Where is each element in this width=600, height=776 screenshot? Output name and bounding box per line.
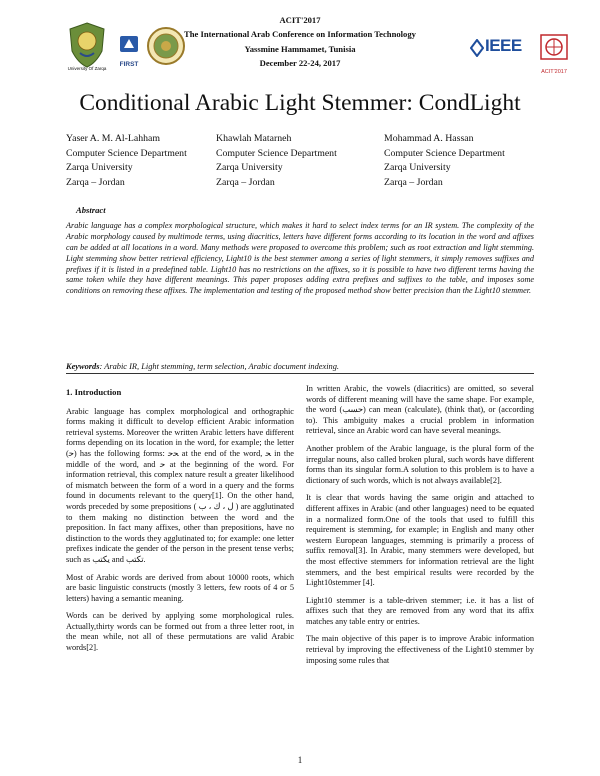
acit-logo xyxy=(538,34,570,76)
zarqa-caption: University Of Zarqa xyxy=(67,66,107,71)
author-city: Zarqa – Jordan xyxy=(66,176,125,188)
abstract-section xyxy=(66,205,534,297)
keywords-line xyxy=(66,362,534,374)
conference-full-name: The International Arab Conference on Information Technology xyxy=(184,29,416,40)
ieee-label: IEEE xyxy=(485,36,522,55)
ieee-logo xyxy=(470,36,530,57)
first-logo xyxy=(116,34,142,68)
conference-header xyxy=(0,0,600,86)
page-number: 1 xyxy=(297,755,303,765)
right-column xyxy=(306,384,534,673)
conference-short-name: ACIT'2017 xyxy=(279,15,321,25)
author-block xyxy=(216,132,337,190)
author-university: Zarqa University xyxy=(384,162,451,174)
author-university: Zarqa University xyxy=(66,162,133,174)
body-paragraph: The main objective of this paper is to improve Arabic information retrieval by improving the effectiveness of the Light10 stemmer by imposing some rules that xyxy=(306,634,534,665)
author-city: Zarqa – Jordan xyxy=(384,176,443,188)
author-university: Zarqa University xyxy=(216,162,283,174)
first-label: FIRST xyxy=(119,61,139,68)
body-paragraph: Another problem of the Arabic language, is the plural form of the irregular nouns, also called broken plural, such words have different forms than its singular form.A solution to this problem is to have a dictionary of such words, which is not always available[2]. xyxy=(306,443,534,485)
body-paragraph: Light10 stemmer is a table-driven stemmer; i.e. it has a list of affixes such that they are removed from any word that its affix matches any table entry or entries. xyxy=(306,595,534,626)
keywords-label: Keywords xyxy=(66,362,100,371)
keywords-text: : Arabic IR, Light stemming, term selection, Arabic document indexing. xyxy=(99,362,340,371)
paper-title: Conditional Arabic Light Stemmer: CondLight xyxy=(79,90,521,116)
author-block xyxy=(384,132,505,190)
abstract-heading: Abstract xyxy=(76,205,106,215)
author-name: Yaser A. M. Al-Lahham xyxy=(66,133,160,144)
section-heading-introduction: 1. Introduction xyxy=(66,387,122,397)
author-name: Mohammad A. Hassan xyxy=(384,133,474,144)
body-paragraph: It is clear that words having the same origin and attached to different affixes in Arabic (and other languages) need to be equated in a normalized form.One of the tools that used to fulfill this requirement is stemming, for example; in English and many other western European languages, stemming is primarily a process of suffix removal[3]. In Arabic, many stemmers were developed, but the most effective stemmers for information retrieval are the light stemmers, and the best empirical results were recorded by the Light10stemmer [4]. xyxy=(306,493,534,588)
zarqa-university-logo xyxy=(66,21,108,69)
body-paragraph: Most of Arabic words are derived from about 10000 roots, which are basic linguistic constructs (mostly 3 letters, few roots of 4 or 5 letters) having a semantic meaning. xyxy=(66,572,294,603)
body-paragraph: Words can be derived by applying some morphological rules. Actually,thirty words can be formed out from a three letter root, in the mean while, not all of these permutations are valid Arabic words[2]. xyxy=(66,611,294,653)
abstract-text: Arabic language has a complex morphological structure, which makes it hard to select index terms for an IR system. The complexity of the Arabic morphology caused by multimode terms, using diacritics, letters have different forms according to its location in the word and affixes can be added at all locations in a word. Many methods were proposed to overcome this problem; such as root extraction and light stemming. Light stemming show better retrieval efficiency, Light10 is the best stemmer among a series of light stemmers, it simply removes suffixes and prefixes if it is listed in a predefined table. Light10 has no restrictions on the affixes, so it is possible to have two different terms having the same token while they have different meanings. This paper proposes adding extra prefixes and suffixes to the table, and imposes some conditions on removing these affixes. The implementation and testing of the proposed method show better precision than the Light10 stemmer. xyxy=(66,220,534,296)
author-city: Zarqa – Jordan xyxy=(216,176,275,188)
conference-location: Yassmine Hammamet, Tunisia xyxy=(244,43,356,54)
author-name: Khawlah Matarneh xyxy=(216,133,292,144)
author-department: Computer Science Department xyxy=(384,147,505,159)
author-block xyxy=(66,132,187,190)
conference-info xyxy=(150,13,450,71)
body-paragraph: Arabic language has complex morphological and orthographic forms making it difficult to develop efficient Arabic information retrieval systems. Moreover the written Arabic letters have different forms depending on its location in the word, for example; the letter (ﺣ) has the following forms: ﺤﺣ at the end of the word, ﺤ in the middle of the word, and ﺣ at the beginning of the word. For information retrieval, this complex nature result a greater likelihood of mismatch between the form of a word in a query and the forms found in documents relevant to the query[1]. On the other hand, words preceded by some prepositions ( ﻝ ، ﻙ ، ﺏ ) are agglutinated to them making no distinction between the word and the preposition. In fact many affixes, other than prepositions, have no distinction to the words they agglutinated to; for example: one letter prefixes indicate the gender of the person in the present tense verbs; such as ﻳﻜﺘﺐ and ﺗﻜﺘﺐ. xyxy=(66,406,294,564)
body-paragraph: In written Arabic, the vowels (diacritics) are omitted, so several words of different meaning will have the same shape. For example, the word (ﺣﺴﺐ) can mean (calculate), (think that), or (according to). This ambiguity makes a crucial problem in information retrieval, since an Arabic word can have several meanings. xyxy=(306,384,534,436)
left-column xyxy=(66,387,294,661)
author-department: Computer Science Department xyxy=(66,147,187,159)
conference-date: December 22-24, 2017 xyxy=(259,58,341,69)
acit-label: ACIT'2017 xyxy=(541,69,567,75)
author-department: Computer Science Department xyxy=(216,147,337,159)
